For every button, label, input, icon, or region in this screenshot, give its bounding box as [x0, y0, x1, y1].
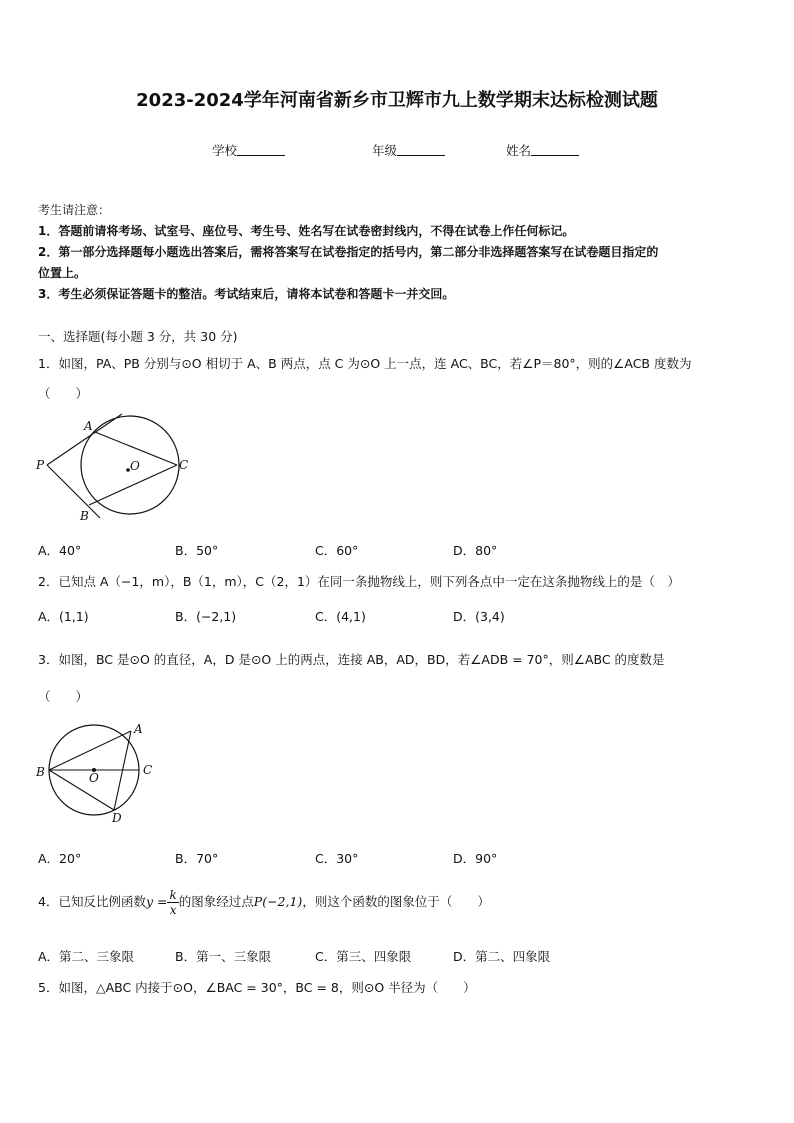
notice-item-3: 3．考生必须保证答题卡的整洁。考试结束后，请将本试卷和答题卡一并交回。: [38, 287, 455, 301]
notice-item-1: 1．答题前请将考场、试室号、座位号、考生号、姓名写在试卷密封线内，不得在试卷上作任何标记。: [38, 224, 575, 238]
q3-figure: [32, 716, 162, 826]
notice-item-2-cont: 位置上。: [38, 266, 87, 280]
q3-option-a[interactable]: A．20°: [38, 851, 82, 866]
q4-frac-den: x: [169, 903, 177, 917]
q1-option-b[interactable]: B．50°: [175, 543, 219, 558]
q1-option-d[interactable]: D．80°: [453, 543, 498, 558]
school-blank[interactable]: [237, 143, 285, 156]
q1-label-b: B: [80, 509, 89, 523]
school-label: 学校: [212, 143, 238, 158]
q4-text: [38, 888, 490, 917]
q3-label-a: A: [134, 722, 143, 736]
grade-label: 年级: [372, 143, 398, 158]
q3-chord-bd: [49, 770, 114, 810]
q3-label-b: B: [36, 765, 45, 779]
q1-paren: （ ）: [38, 386, 89, 401]
q4-option-a[interactable]: A．第二、三象限: [38, 949, 135, 964]
q4-fraction: [167, 888, 178, 917]
q3-text: 3．如图，BC 是⊙O 的直径，A，D 是⊙O 上的两点，连接 AB，AD，BD，若∠ADB = 70°，则∠ABC 的度数是: [38, 652, 665, 667]
q1-figure: [32, 410, 202, 525]
q2-text: 2．已知点 A（−1，m），B（1，m），C（2，1）在同一条抛物线上，则下列各点中一定在这条抛物线上的是（ ）: [38, 574, 680, 589]
q4-option-d[interactable]: D．第二、四象限: [453, 949, 551, 964]
q3-label-d: D: [112, 811, 122, 825]
q2-option-d[interactable]: D．(3,4): [453, 609, 505, 624]
q4-pre: 4．已知反比例函数: [38, 894, 146, 909]
q5-text: 5．如图，△ABC 内接于⊙O，∠BAC = 30°，BC = 8，则⊙O 半径为（ ）: [38, 980, 476, 995]
q2-option-c[interactable]: C．(4,1): [315, 609, 366, 624]
page-title: 2023-2024学年河南省新乡市卫辉市九上数学期末达标检测试题: [136, 90, 658, 111]
q3-chord-ab: [49, 731, 131, 770]
q4-option-b[interactable]: B．第一、三象限: [175, 949, 272, 964]
q4-post: ，则这个函数的图象位于（ ）: [302, 894, 490, 909]
grade-blank[interactable]: [397, 143, 445, 156]
q3-label-o: O: [89, 771, 99, 785]
q3-option-d[interactable]: D．90°: [453, 851, 498, 866]
q3-option-b[interactable]: B．70°: [175, 851, 219, 866]
q1-tangent-pb: [47, 465, 100, 518]
q1-label-a: A: [84, 419, 93, 433]
name-blank[interactable]: [531, 143, 579, 156]
notice-item-2: 2．第一部分选择题每小题选出答案后，需将答案写在试卷指定的括号内，第二部分非选择题答案写在试卷题目指定的: [38, 245, 659, 259]
name-field[interactable]: [506, 141, 579, 159]
notice-heading: 考生请注意：: [38, 203, 111, 217]
q3-label-c: C: [143, 763, 153, 777]
q4-mid: 的图象经过点: [178, 894, 254, 909]
q2-option-b[interactable]: B．(−2,1): [175, 609, 237, 624]
q4-y: y =: [145, 894, 168, 909]
q4-option-c[interactable]: C．第三、四象限: [315, 949, 412, 964]
q1-text: 1．如图，PA、PB 分别与⊙O 相切于 A、B 两点，点 C 为⊙O 上一点，连 AC、BC，若∠P＝80°，则的∠ACB 度数为: [38, 356, 692, 371]
q2-option-a[interactable]: A．(1,1): [38, 609, 89, 624]
q1-option-c[interactable]: C．60°: [315, 543, 359, 558]
q1-option-a[interactable]: A．40°: [38, 543, 82, 558]
name-label: 姓名: [506, 143, 532, 158]
q1-label-p: P: [36, 458, 45, 472]
grade-field[interactable]: [372, 141, 445, 159]
school-field[interactable]: [212, 141, 285, 159]
q4-frac-num: k: [169, 888, 177, 902]
q3-option-c[interactable]: C．30°: [315, 851, 359, 866]
section-heading: 一、选择题(每小题 3 分，共 30 分): [38, 329, 238, 344]
q1-label-o: O: [130, 459, 140, 473]
q3-paren: （ ）: [38, 689, 89, 704]
q4-point: P(−2,1): [253, 894, 303, 909]
q1-label-c: C: [179, 458, 189, 472]
